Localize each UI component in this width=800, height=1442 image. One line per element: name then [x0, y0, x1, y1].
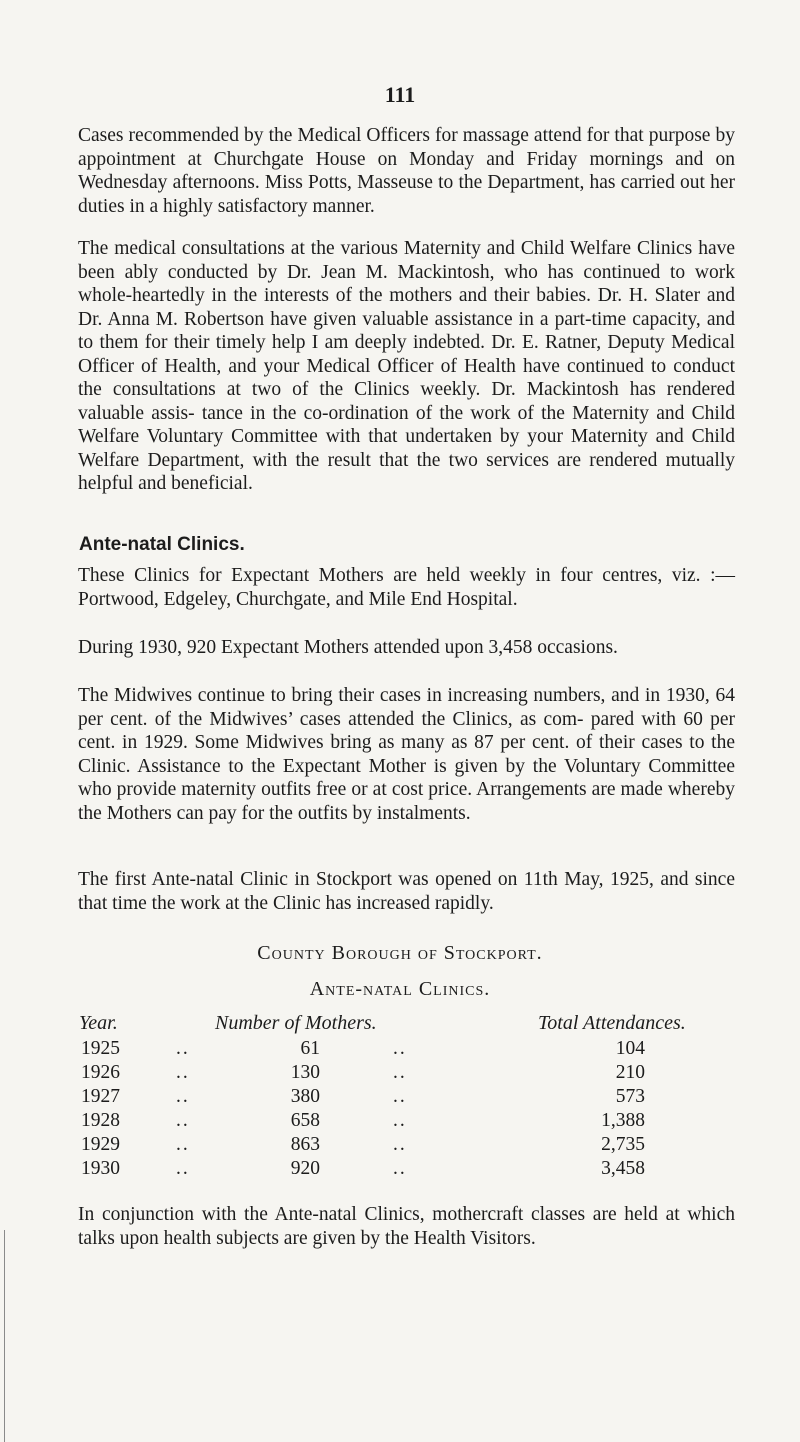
dot-leader: .. [393, 1062, 407, 1083]
paragraph-centres [78, 564, 735, 611]
cell-year: 1929 [81, 1134, 120, 1155]
table-caption-clinics: Ante-natal Clinics. [309, 978, 491, 1000]
cell-mothers: 61 [300, 1038, 320, 1059]
table-row [0, 1158, 800, 1182]
cell-year: 1928 [81, 1110, 120, 1131]
dot-leader: .. [393, 1086, 407, 1107]
dot-leader: .. [176, 1158, 190, 1179]
cell-year: 1925 [81, 1038, 120, 1059]
cell-mothers: 920 [290, 1158, 320, 1179]
cell-mothers: 380 [290, 1086, 320, 1107]
dot-leader: .. [176, 1110, 190, 1131]
cell-attendances: 3,458 [601, 1158, 645, 1179]
paragraph-first-clinic [78, 868, 735, 915]
cell-attendances: 1,388 [601, 1110, 645, 1131]
dot-leader: .. [393, 1038, 407, 1059]
dot-leader: .. [176, 1134, 190, 1155]
dot-leader: .. [176, 1038, 190, 1059]
table-caption-borough: County Borough of Stockport. [257, 942, 543, 964]
paragraph-massage [78, 124, 735, 218]
cell-year: 1930 [81, 1158, 120, 1179]
dot-leader: .. [176, 1086, 190, 1107]
paragraph-text: During 1930, 920 Expectant Mothers attended upon 3,458 occasions. [78, 637, 618, 658]
paragraph-text: The Midwives continue to bring their cases in increasing numbers, and in 1930, 64 per cent. of the Midwives’ cases attended the Clinics, as com- pared with 60 per cent. in 1929. Some Midwives bring as many as 87 per cent. of their cases to the Clinic. Assistance to the Expectant Mother is given by the Voluntary Committee who provide maternity outfits free or at cost price. Arrangements are made whereby the Mothers can pay for the outfits by instalments. [78, 685, 735, 824]
column-header-attendances: Total Attendances. [538, 1012, 686, 1034]
dot-leader: .. [176, 1062, 190, 1083]
cell-mothers: 130 [290, 1062, 320, 1083]
table-row [0, 1134, 800, 1158]
page-number: 111 [384, 82, 416, 107]
paragraph-text: In conjunction with the Ante-natal Clinics, mothercraft classes are held at which talks upon health subjects are given by the Health Visitors. [78, 1204, 735, 1249]
paragraph-text: The medical consultations at the various Maternity and Child Welfare Clinics have been ably conducted by Dr. Jean M. Mackintosh, who has continued to work whole-heartedly in the interests of the mothers and their babies. Dr. H. Slater and Dr. Anna M. Robertson have given valuable assistance in a part-time capacity, and to them for their timely help I am deeply indebted. Dr. E. Ratner, Deputy Medical Officer of Health, and your Medical Officer of Health have continued to conduct the consultations at two of the Clinics weekly. Dr. Mackintosh has rendered valuable assis- tance in the co-ordination of the work of the Maternity and Child Welfare Voluntary Committee with that undertaken by your Maternity and Child Welfare Department, with the result that the two services are rendered mutually helpful and beneficial. [78, 238, 735, 494]
table-row [0, 1110, 800, 1134]
cell-year: 1926 [81, 1062, 120, 1083]
table-row [0, 1086, 800, 1110]
cell-attendances: 573 [615, 1086, 645, 1107]
paragraph-consultations [78, 237, 735, 496]
cell-attendances: 210 [615, 1062, 645, 1083]
table-row [0, 1038, 800, 1062]
cell-mothers: 863 [290, 1134, 320, 1155]
column-header-mothers: Number of Mothers. [215, 1012, 377, 1034]
column-header-year: Year. [79, 1012, 118, 1034]
paragraph-mothercraft [78, 1203, 735, 1250]
paragraph-attendance-1930 [78, 636, 735, 660]
cell-year: 1927 [81, 1086, 120, 1107]
cell-mothers: 658 [290, 1110, 320, 1131]
paragraph-text: These Clinics for Expectant Mothers are held weekly in four centres, viz. :— Portwood, Edgeley, Churchgate, and Mile End Hospital. [78, 565, 735, 610]
dot-leader: .. [393, 1158, 407, 1179]
paragraph-text: The first Ante-natal Clinic in Stockport was opened on 11th May, 1925, and since that time the work at the Clinic has increased rapidly. [78, 869, 735, 914]
cell-attendances: 2,735 [601, 1134, 645, 1155]
section-heading: Ante-natal Clinics. [79, 534, 245, 555]
table-row [0, 1062, 800, 1086]
cell-attendances: 104 [615, 1038, 645, 1059]
binding-edge-line [4, 1230, 5, 1442]
paragraph-midwives [78, 684, 735, 825]
paragraph-text: Cases recommended by the Medical Officers for massage attend for that purpose by appointment at Churchgate House on Monday and Friday mornings and on Wednesday afternoons. Miss Potts, Masseuse to the Department, has carried out her duties in a highly satisfactory manner. [78, 125, 735, 217]
dot-leader: .. [393, 1110, 407, 1131]
dot-leader: .. [393, 1134, 407, 1155]
